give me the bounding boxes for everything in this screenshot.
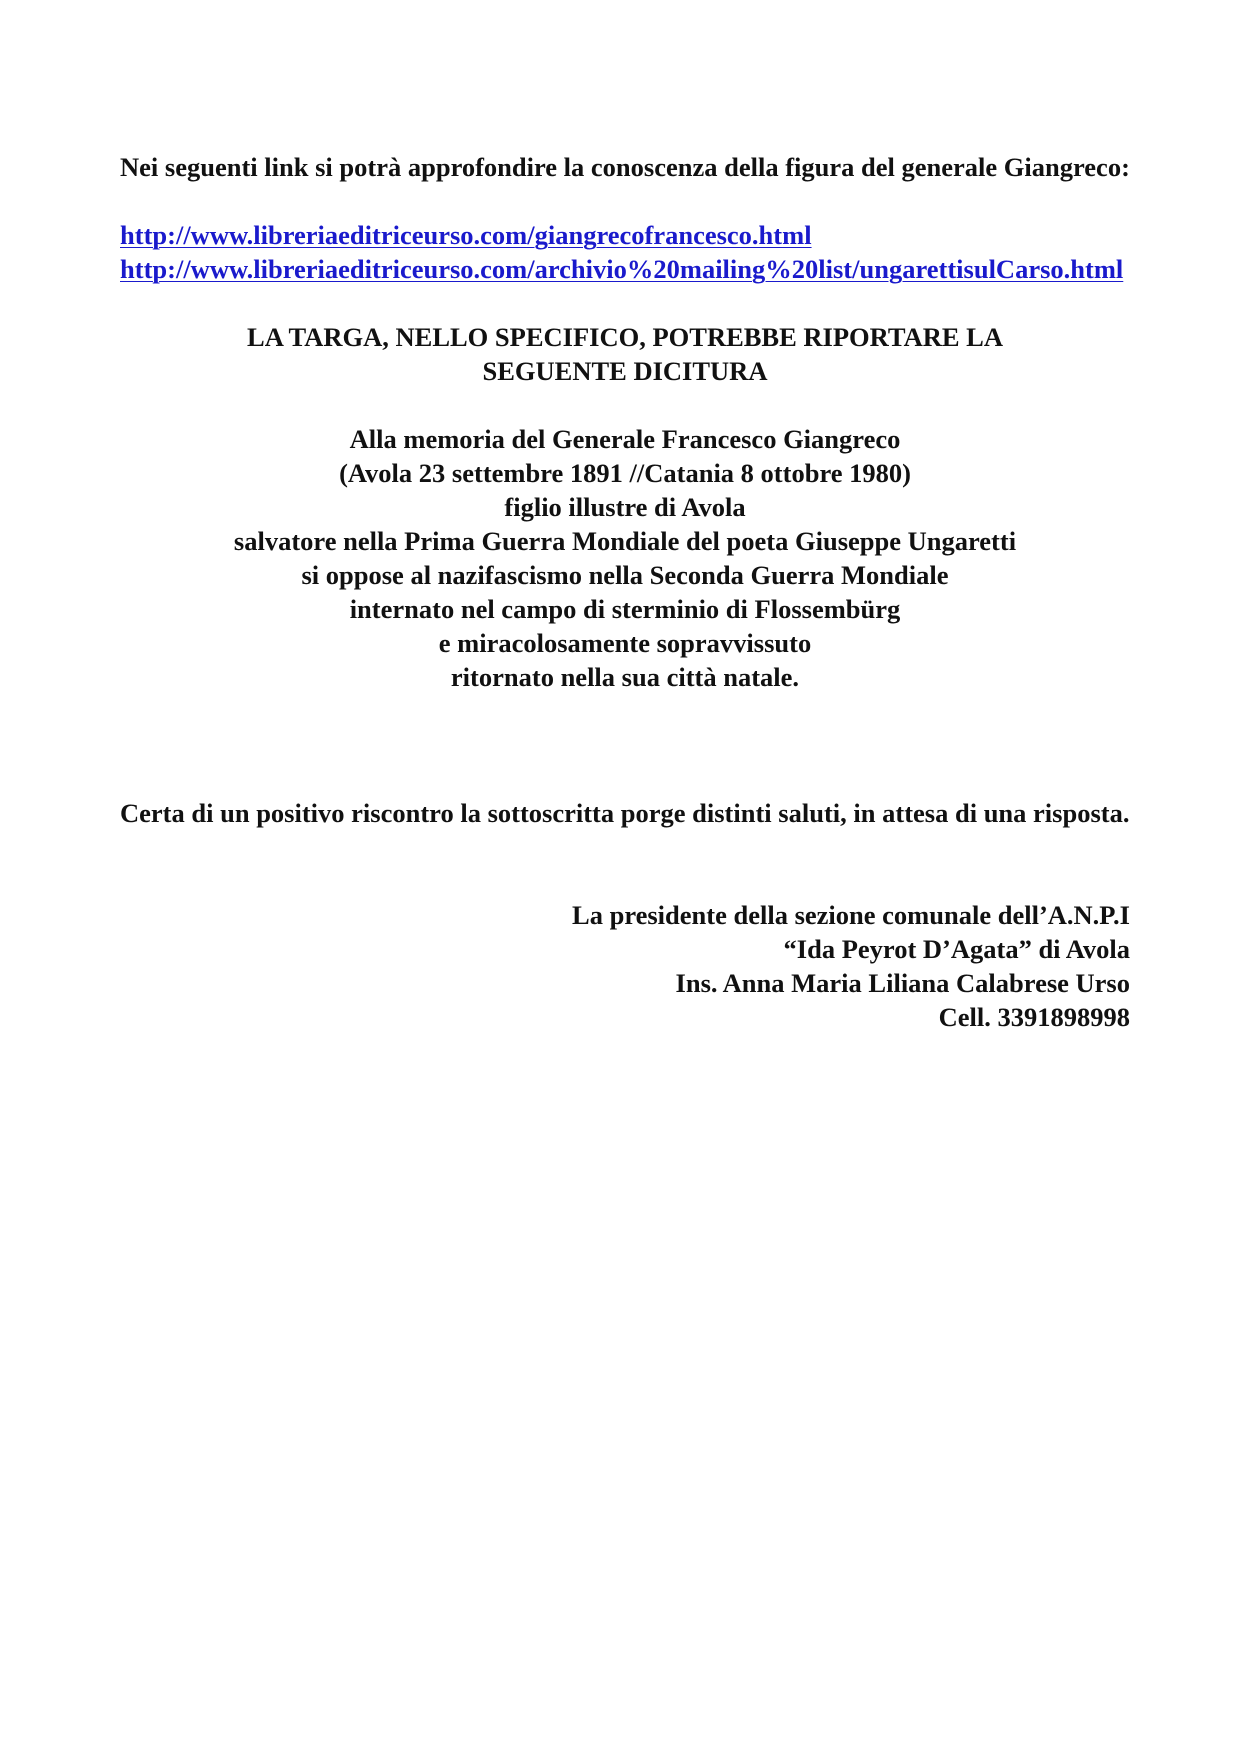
- plaque-line: salvatore nella Prima Guerra Mondiale del poeta Giuseppe Ungaretti: [233, 526, 1017, 556]
- signature-block: [120, 898, 1130, 1034]
- signature-line: Ins. Anna Maria Liliana Calabrese Urso: [675, 968, 1130, 998]
- plaque-line: internato nel campo di sterminio di Flossembürg: [349, 594, 901, 624]
- intro-paragraph: [120, 150, 1130, 184]
- link-giangreco-francesco[interactable]: http://www.libreriaeditriceurso.com/giangrecofrancesco.html: [120, 220, 812, 250]
- link-ungaretti-sul-carso[interactable]: http://www.libreriaeditriceurso.com/archivio%20mailing%20list/ungarettisulCarso.html: [120, 254, 1124, 284]
- signature-line: La presidente della sezione comunale dell’A.N.P.I: [572, 900, 1130, 930]
- plaque-line: si oppose al nazifascismo nella Seconda Guerra Mondiale: [301, 560, 949, 590]
- plaque-heading: LA TARGA, NELLO SPECIFICO, POTREBBE RIPORTARE LA SEGUENTE DICITURA: [247, 322, 1003, 386]
- plaque-line: ritornato nella sua città natale.: [450, 662, 800, 692]
- intro-text: Nei seguenti link si potrà approfondire la conoscenza della figura del generale Giangreco:: [120, 152, 1130, 182]
- plaque-line: (Avola 23 settembre 1891 //Catania 8 ottobre 1980): [339, 458, 911, 488]
- closing-paragraph: Certa di un positivo riscontro la sottoscritta porge distinti saluti, in attesa di una risposta.: [120, 798, 1130, 828]
- plaque-line: e miracolosamente sopravvissuto: [438, 628, 812, 658]
- document-body: [120, 150, 1130, 1034]
- plaque-line: Alla memoria del Generale Francesco Giangreco: [349, 424, 901, 454]
- links-block: [120, 218, 1130, 286]
- plaque-line: figlio illustre di Avola: [504, 492, 746, 522]
- plaque-text: [120, 422, 1130, 694]
- signature-phone: Cell. 3391898998: [938, 1002, 1130, 1032]
- signature-line: “Ida Peyrot D’Agata” di Avola: [783, 934, 1130, 964]
